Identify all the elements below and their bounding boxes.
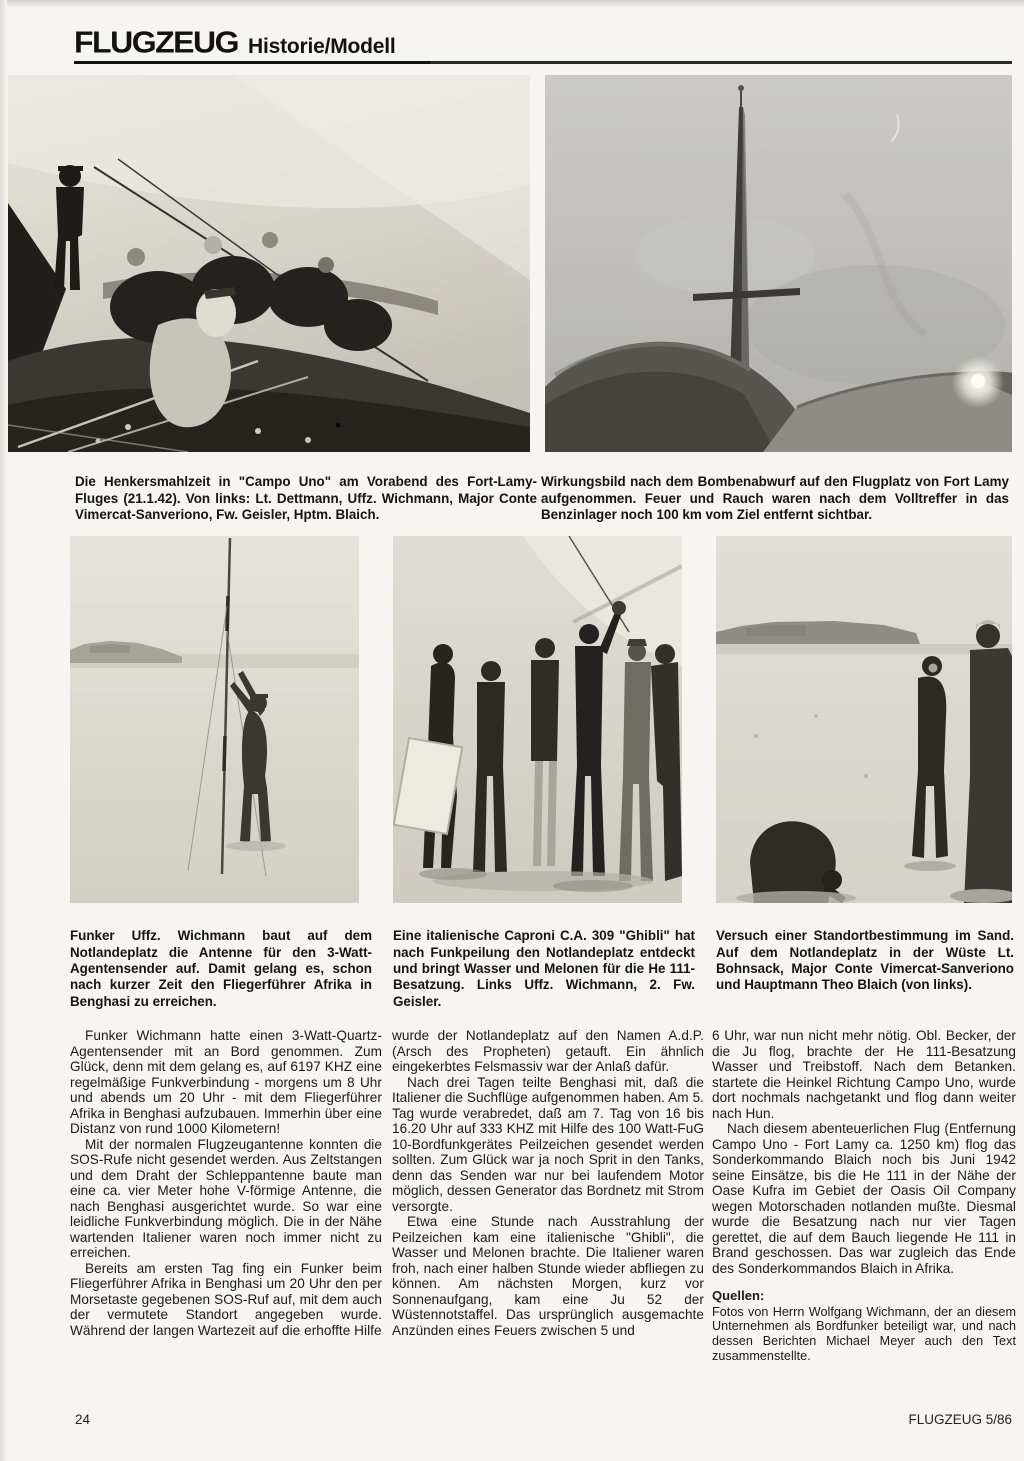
photo-position-fixing: [716, 536, 1012, 903]
body-paragraph: Mit der normalen Flugzeugantenne konnten die SOS-Rufe nicht gesendet werden. Aus Zeltstangen und dem Draht der Schleppantenne baute man eine ca. vier Meter hohe V-förmige Antenne, die nach Benghasi ausgerichtet wurde. So war eine leidliche Funkverbindung möglich. Die in der Nähe wartenden Italiener waren noch immer nicht zu erreichen.: [70, 1136, 382, 1260]
body-paragraph: Funker Wichmann hatte einen 3-Watt-Quartz-Agentensender mit an Bord genommen. Zum Glück, denn mit dem gelang es, auf 6197 KHZ eine regelmäßige Funkverbindung - morgens um 8 Uhr und abends um 20 Uhr - mit dem Fliegerführer Afrika in Benghasi aufzubauen. Immerhin über eine Distanz von rund 1000 Kilometern!: [70, 1028, 382, 1136]
body-paragraph: Nach diesem abenteuerlichen Flug (Entfernung Campo Uno - Fort Lamy ca. 1250 km) flog das Sonderkommando Blaich noch bis Juni 1942 seine Einsätze, bis die He 111 in der Nähe der Oase Kufra im Gebiet der Oasis Oil Company wegen Motorschaden notlanden mußte. Diesmal wurde die Besatzung nach nur vier Tagen gerettet, die auf dem Bauch liegende He 111 in Brand geschossen. Das war zugleich das Ende des Sonderkommandos Blaich in Afrika.: [712, 1121, 1016, 1276]
canteen: [612, 601, 626, 615]
sources-text: Fotos von Herrn Wolfgang Wichmann, der an diesem Unternehmen als Bordfunker beteiligt war, und nach dessen Berichten Michael Meyer auch den Text zusammenstellte.: [712, 1304, 1016, 1364]
photo-crew-meal-campo-uno: [8, 75, 530, 452]
masthead-rule: [74, 61, 1012, 64]
article-column-2: [392, 1028, 704, 1338]
caption-top-left: Die Henkersmahlzeit in "Campo Uno" am Vorabend des Fort-Lamy-Fluges (21.1.42). Von links: Lt. Dettmann, Uffz. Wichmann, Major Conte Vimercat-Sanveriono, Fw. Geisler, Hptm. Blaich.: [75, 474, 537, 522]
photo-position-fixing-illustration: [716, 536, 1012, 903]
photo-antenna-rigging: [70, 536, 359, 903]
body-paragraph: wurde der Notlandeplatz auf den Namen A.d.P. (Arsch des Propheten) getauft. Ein ähnlich eingekerbtes Felsmassiv war der Anlaß dafür.: [392, 1028, 704, 1074]
caption-top-right: Wirkungsbild nach dem Bombenabwurf auf den Flugplatz von Fort Lamy aufgenommen. Feuer und Rauch waren nach dem Volltreffer in das Benzinlager noch 100 km vom Ziel entfernt sichtbar.: [541, 474, 1009, 522]
article-column-3: [712, 1028, 1016, 1364]
section-title: Historie/Modell: [247, 35, 396, 58]
photo-bomb-strike-illustration: [545, 75, 1012, 452]
article-column-1: [70, 1028, 382, 1338]
body-paragraph: Bereits am ersten Tag fing ein Funker beim Fliegerführer Afrika in Benghasi um 20 Uhr den per Morsetaste gegebenen SOS-Ruf auf, mit dem auch der vermutete Standort angegeben wurde. Während der langen Wartezeit auf die erhoffte Hilfe: [70, 1260, 382, 1338]
photo-water-delivery-illustration: [393, 536, 682, 903]
scan-edge-left: [0, 0, 7, 1461]
caption-mid-right: Versuch einer Standortbestimmung im Sand. Auf dem Notlandeplatz in der Wüste Lt. Bohnsack, Major Conte Vimercat-Sanveriono und Hauptmann Theo Blaich (von links).: [716, 928, 1014, 993]
photo-antenna-illustration: [70, 536, 359, 903]
photo-crew-meal-illustration: [8, 75, 530, 452]
body-paragraph: Etwa eine Stunde nach Ausstrahlung der Peilzeichen kam eine italienische "Ghibli", die Wasser und Melonen brachte. Die Italiener waren froh, nach einer halben Stunde wieder abfliegen zu können. Am nächsten Morgen, kurz vor Sonnenaufgang, kam eine Ju 52 der Wüstennotstaffel. Das ursprünglich ausgemachte Anzünden eines Feuers zwischen 5 und: [392, 1214, 704, 1338]
caption-mid-left: Funker Uffz. Wichmann baut auf dem Notlandeplatz die Antenne für den 3-Watt-Agentensender auf. Damit gelang es, schon nach kurzer Zeit den Fliegerführer Afrika in Benghasi zu erreichen.: [70, 928, 372, 1009]
photo-water-delivery: [393, 536, 682, 903]
photo-bomb-strike-fort-lamy: [545, 75, 1012, 452]
magazine-logo: FLUGZEUG: [74, 24, 238, 60]
page-number: 24: [75, 1412, 91, 1427]
scan-edge-top: [0, 0, 1024, 8]
body-paragraph: 6 Uhr, war nun nicht mehr nötig. Obl. Becker, der die Ju flog, brachte der He 111-Besatzung Wasser und Treibstoff. Nach dem Betanken. startete die Heinkel Richtung Campo Uno, wurde dort nochmals nachgetankt und flog dann weiter nach Hun.: [712, 1028, 1016, 1121]
body-paragraph: Nach drei Tagen teilte Benghasi mit, daß die Italiener die Suchflüge aufgenommen haben. Am 5. Tag wurde verabredet, daß am 7. Tag von 16 bis 16.20 Uhr auf 333 KHZ mit Hilfe des 100 Watt-FuG 10-Bordfunkgerätes Peilzeichen gesendet werden sollten. Zum Glück war ja noch Sprit in den Tanks, denn das Senden war nur bei laufendem Motor möglich, dessen Generator das Bordnetz mit Strom versorgte.: [392, 1074, 704, 1214]
sources-heading: Quellen:: [712, 1288, 765, 1303]
issue-label: FLUGZEUG 5/86: [908, 1412, 1012, 1427]
masthead: [74, 24, 396, 61]
caption-mid-center: Eine italienische Caproni C.A. 309 "Ghibli" hat nach Funkpeilung den Notlandeplatz entdeckt und bringt Wasser und Melonen für die He 111-Besatzung. Links Uffz. Wichmann, 2. Fw. Geisler.: [393, 928, 695, 1009]
